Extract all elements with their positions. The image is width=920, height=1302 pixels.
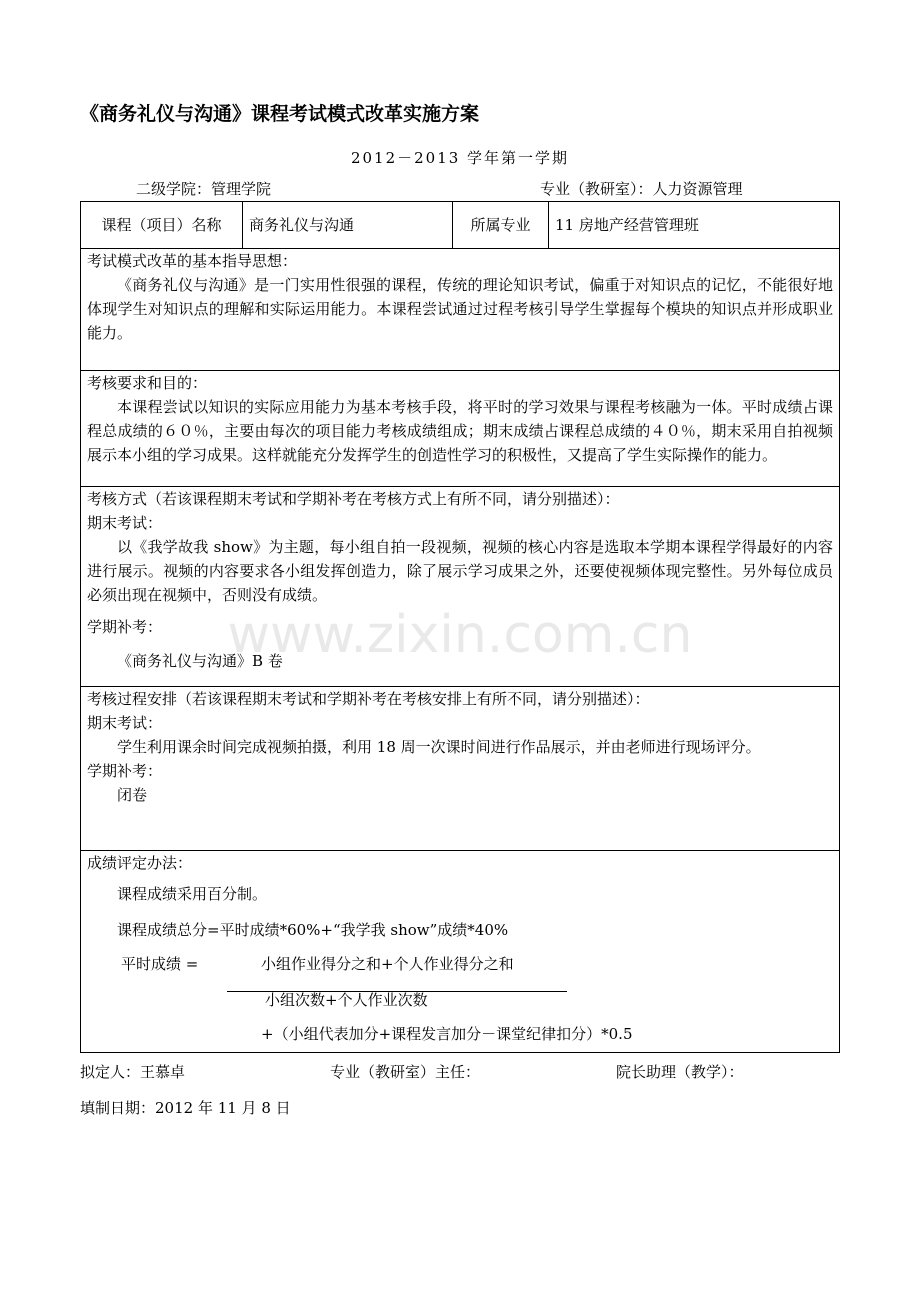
arrange-heading: 考核过程安排（若该课程期末考试和学期补考在考核安排上有所不同，请分别描述）： [87,690,650,708]
formula-numerator: 小组作业得分之和+个人作业得分之和 [261,955,514,973]
arrange-makeup-label: 学期补考： [87,762,163,780]
course-name-label: 课程（项目）名称 [81,202,243,249]
grade-cell [81,851,840,1053]
department-label: 二级学院：管理学院 [136,180,272,198]
arrange-final-body: 学生利用课余时间完成视频拍摄，利用 18 周一次课时间进行作品展示，并由老师进行现场评分。 [117,738,761,756]
method-final-body: 以《我学故我 show》为主题，每小组自拍一段视频，视频的核心内容是选取本学期本课程学得最好的内容进行展示。视频的内容要求各小组发挥创造力，除了展示学习成果之外，还要使视频体现完整性。另外每位成员必须出现在视频中，否则没有成绩。 [87,538,833,604]
guide-heading: 考试模式改革的基本指导思想： [87,252,298,270]
grade-line-total: 课程成绩总分=平时成绩*60%+“我学我 show”成绩*40% [117,921,509,939]
drafter-label: 拟定人：王慕卓 [80,1063,186,1081]
dean-label: 院长助理（教学）： [616,1063,744,1081]
goal-body: 本课程尝试以知识的实际应用能力为基本考核手段，将平时的学习效果与课程考核融为一体。平时成绩占课程总成绩的６０％，主要由每次的项目能力考核成绩组成；期末成绩占课程总成绩的４０％，期末采用自拍视频展示本小组的学习成果。这样就能充分发挥学生的创造性学习的积极性，又提高了学生实际操作的能力。 [87,398,833,464]
grade-bonus-row [87,1019,833,1049]
course-header-row [81,202,840,249]
method-makeup-body: 《商务礼仪与沟通》B 卷 [117,652,283,670]
formula-bonus: +（小组代表加分+课程发言加分－课堂纪律扣分）*0.5 [261,1025,633,1043]
watermark: www.zixin.com.cn [227,605,693,665]
arrange-cell [81,687,840,851]
method-cell [81,487,840,687]
document-title: 《商务礼仪与沟通》课程考试模式改革实施方案 [80,103,480,125]
major-label: 专业（教研室）：人力资源管理 [540,180,743,198]
academic-term: 2012－2013 学年第一学期 [350,149,570,167]
goal-heading: 考核要求和目的： [87,374,208,392]
course-name-value: 商务礼仪与沟通 [243,202,453,249]
grade-line-percent: 课程成绩采用百分制。 [117,885,268,903]
grade-row [81,851,840,1053]
fill-date: 填制日期：2012 年 11 月 8 日 [80,1099,291,1117]
method-final-label: 期末考试： [87,514,163,532]
formula-label: 平时成绩 = [121,955,199,973]
formula-denominator: 小组次数+个人作业次数 [265,991,428,1009]
director-label: 专业（教研室）主任： [330,1063,481,1081]
arrange-row [81,687,840,851]
arrange-makeup-body: 闭卷 [117,786,148,804]
guide-row [81,249,840,371]
grade-denominator-row [87,985,833,1015]
grade-formula-row [87,949,833,979]
guide-cell [81,249,840,371]
goal-row [81,371,840,487]
method-row [81,487,840,687]
major-name-label: 所属专业 [453,202,549,249]
method-heading: 考核方式（若该课程期末考试和学期补考在考核方式上有所不同，请分别描述）： [87,490,620,508]
goal-cell [81,371,840,487]
method-makeup-label: 学期补考： [87,618,163,636]
grade-heading: 成绩评定办法： [87,854,193,872]
plan-table [80,201,840,1053]
guide-body: 《商务礼仪与沟通》是一门实用性很强的课程，传统的理论知识考试，偏重于对知识点的记忆，不能很好地体现学生对知识点的理解和实际运用能力。本课程尝试通过过程考核引导学生掌握每个模块的知识点并形成职业能力。 [87,276,833,342]
arrange-final-label: 期末考试： [87,714,163,732]
grade-content [87,851,833,1049]
major-name-value: 11 房地产经营管理班 [549,202,840,249]
